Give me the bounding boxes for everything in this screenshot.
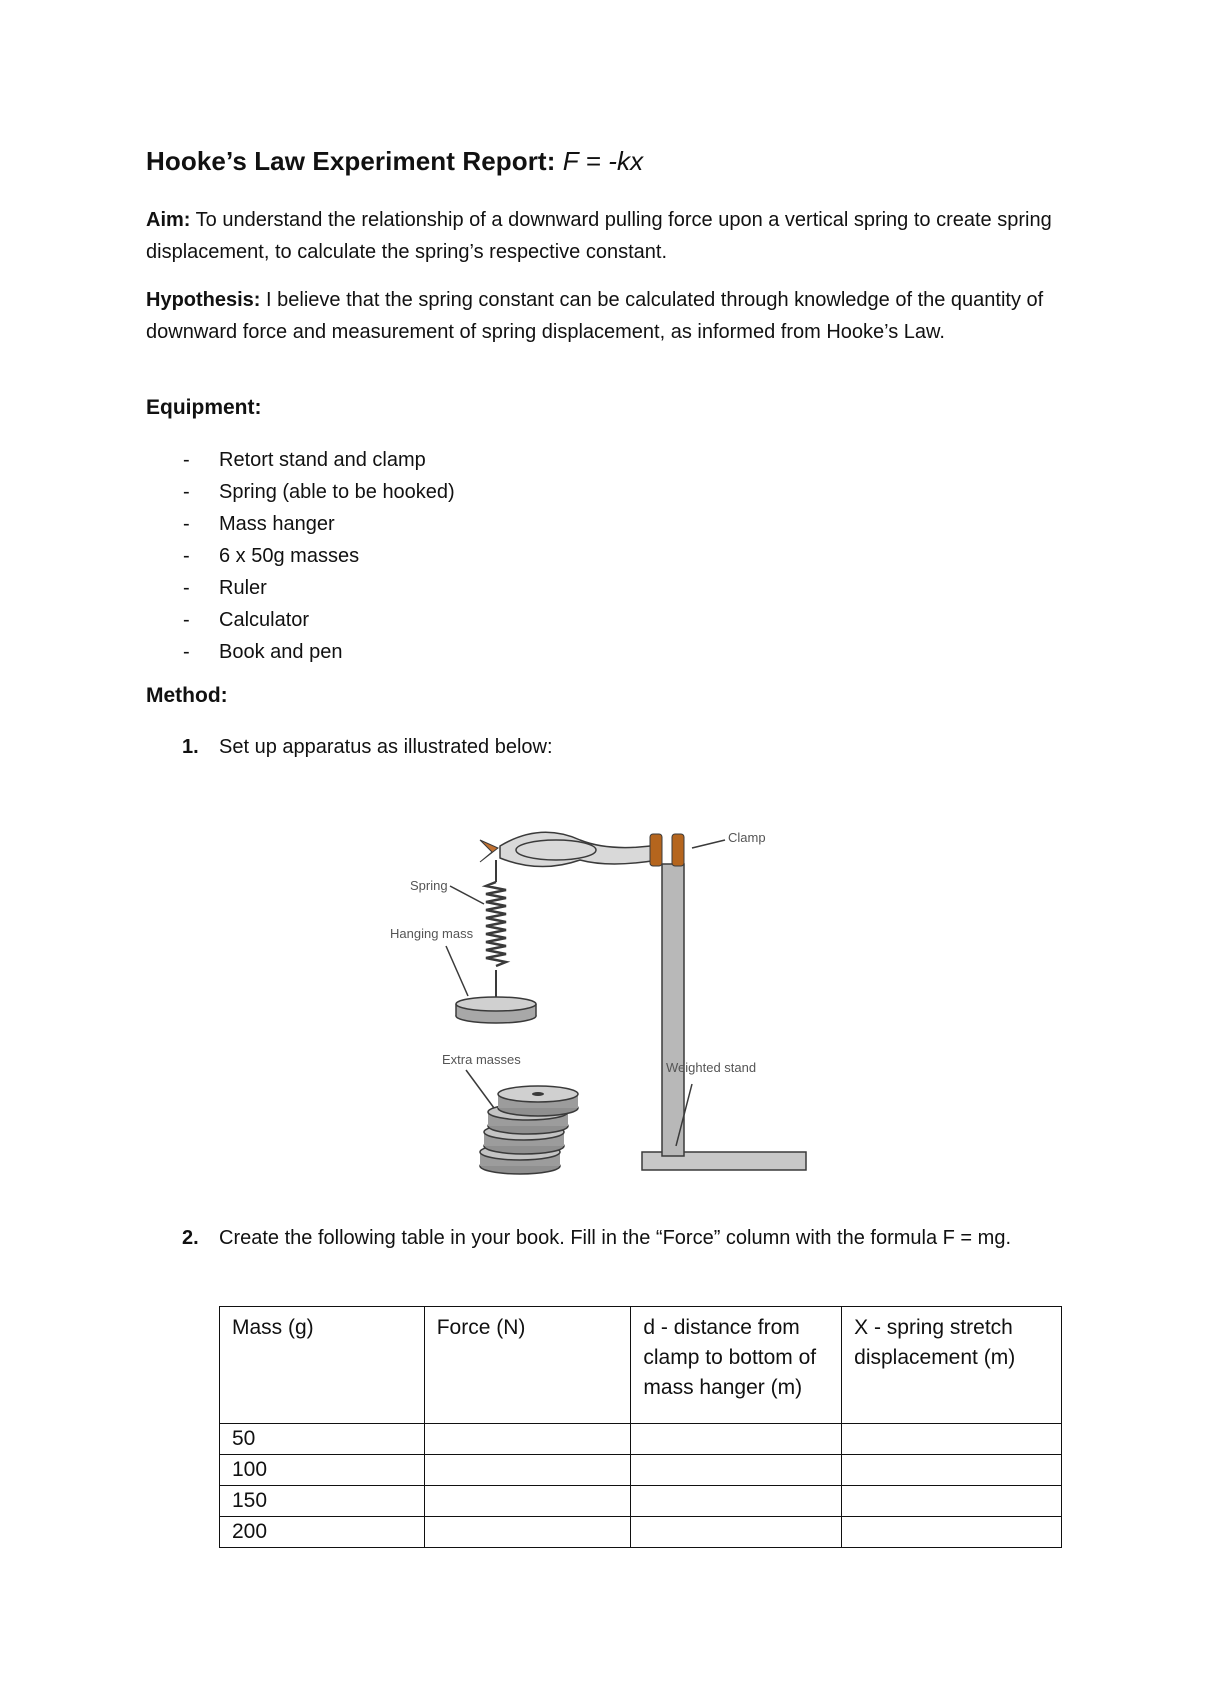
column-header-force: Force (N) <box>424 1307 631 1424</box>
clamp-collar <box>672 834 684 866</box>
table-row <box>220 1486 1062 1517</box>
bullet-dash: - <box>183 481 190 503</box>
table-cell: 50 <box>220 1424 425 1455</box>
table-cell <box>424 1424 631 1455</box>
label-extra-masses: Extra masses <box>442 1052 521 1067</box>
equipment-item-label: Retort stand and clamp <box>219 449 426 471</box>
label-weighted-stand: Weighted stand <box>666 1060 757 1075</box>
column-header-mass: Mass (g) <box>220 1307 425 1424</box>
table-cell <box>424 1517 631 1548</box>
formula-var: kx <box>616 146 644 176</box>
results-table <box>219 1306 1062 1548</box>
list-item <box>146 476 646 508</box>
extra-masses-pointer <box>466 1070 494 1108</box>
table-cell <box>631 1517 842 1548</box>
hypothesis-label: Hypothesis: <box>146 289 261 311</box>
equipment-item-label: 6 x 50g masses <box>219 545 360 567</box>
table-header-row <box>220 1307 1062 1424</box>
table-row <box>220 1424 1062 1455</box>
table-cell <box>424 1486 631 1517</box>
aim-label: Aim: <box>146 209 191 231</box>
bullet-dash: - <box>183 449 190 471</box>
equipment-item-label: Book and pen <box>219 641 343 663</box>
column-header-displacement: X - spring stretch displacement (m) <box>842 1307 1062 1424</box>
page-title <box>146 146 643 177</box>
table-cell <box>842 1517 1062 1548</box>
bullet-dash: - <box>183 513 190 535</box>
apparatus-illustration <box>390 800 830 1200</box>
mass-disc-hole <box>532 1092 544 1096</box>
hypothesis-paragraph <box>146 284 1066 348</box>
equipment-heading: Equipment: <box>146 396 262 419</box>
list-item <box>146 636 646 668</box>
list-item <box>146 508 646 540</box>
table-cell <box>424 1455 631 1486</box>
table-row <box>220 1455 1062 1486</box>
aim-text: To understand the relationship of a downward pulling force upon a vertical spring to create spring displacement, to calculate the spring’s respective constant. <box>146 209 1052 263</box>
hanging-mass-top <box>456 997 536 1011</box>
column-header-distance: d - distance from clamp to bottom of mass hanger (m) <box>631 1307 842 1424</box>
equipment-list <box>146 444 646 668</box>
list-item <box>146 604 646 636</box>
equipment-item-label: Ruler <box>219 577 267 599</box>
table-row <box>220 1517 1062 1548</box>
label-hanging-mass: Hanging mass <box>390 926 474 941</box>
table-cell <box>842 1424 1062 1455</box>
step-number: 1. <box>182 736 199 758</box>
table-cell <box>631 1424 842 1455</box>
step-number: 2. <box>182 1227 199 1249</box>
table-cell: 150 <box>220 1486 425 1517</box>
spring-pointer <box>450 886 484 904</box>
table-cell <box>631 1486 842 1517</box>
bullet-dash: - <box>183 609 190 631</box>
hanging-mass-pointer <box>446 946 468 996</box>
equipment-item-label: Mass hanger <box>219 513 335 535</box>
spring-coil <box>486 882 506 966</box>
table-cell: 100 <box>220 1455 425 1486</box>
title-main: Hooke’s Law Experiment Report: <box>146 146 563 176</box>
label-clamp: Clamp <box>728 830 766 845</box>
list-item <box>146 444 646 476</box>
step-text: Create the following table in your book. Fill in the “Force” column with the formula F = mg. <box>219 1227 1012 1249</box>
table-cell <box>842 1486 1062 1517</box>
label-spring: Spring <box>410 878 448 893</box>
clamp-collar <box>650 834 662 866</box>
equipment-item-label: Calculator <box>219 609 310 631</box>
method-heading: Method: <box>146 684 228 707</box>
clamp-arm <box>500 832 658 866</box>
table-cell <box>842 1455 1062 1486</box>
hypothesis-text: I believe that the spring constant can be calculated through knowledge of the quantity of downward force and measurement of spring displacement, as informed from Hooke’s Law. <box>146 289 1044 343</box>
equipment-item-label: Spring (able to be hooked) <box>219 481 455 503</box>
title-formula <box>563 146 643 176</box>
formula-prefix: F = - <box>562 146 617 176</box>
clamp-pointer <box>692 840 725 848</box>
aim-paragraph <box>146 204 1066 268</box>
extra-masses-stack <box>480 1086 578 1174</box>
bullet-dash: - <box>183 545 190 567</box>
bullet-dash: - <box>183 641 190 663</box>
list-item <box>146 540 646 572</box>
bullet-dash: - <box>183 577 190 599</box>
clamp-jaw <box>480 840 498 862</box>
table-cell: 200 <box>220 1517 425 1548</box>
step-text: Set up apparatus as illustrated below: <box>219 736 553 758</box>
list-item <box>146 572 646 604</box>
table-cell <box>631 1455 842 1486</box>
stand-rod <box>662 864 684 1156</box>
